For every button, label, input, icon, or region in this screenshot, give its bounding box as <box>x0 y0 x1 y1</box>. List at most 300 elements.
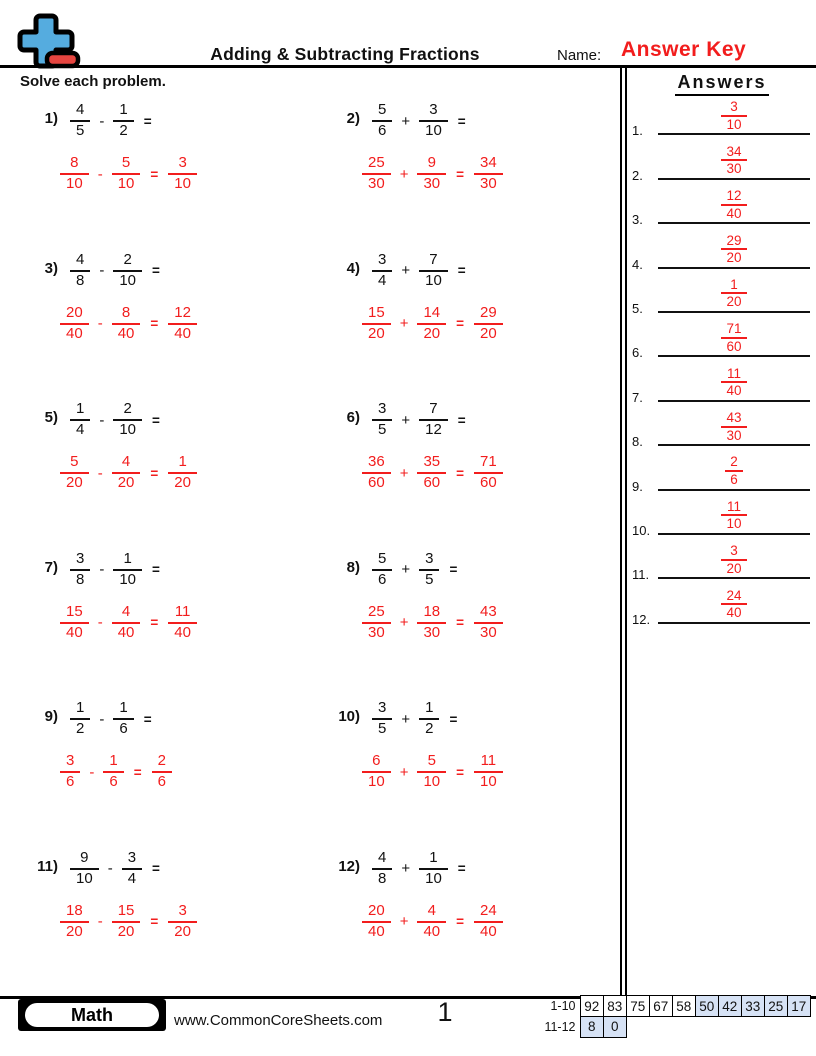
numerator: 7 <box>429 250 438 268</box>
numerator: 15 <box>66 602 83 620</box>
equals-sign: = <box>457 263 466 278</box>
solution-fraction-first <box>362 304 391 344</box>
operator-sign: + <box>401 710 411 728</box>
denominator: 6 <box>725 470 743 488</box>
equals-sign: = <box>456 166 465 182</box>
solution-result-fraction <box>168 603 197 643</box>
answer-row <box>630 278 814 322</box>
denominator: 40 <box>721 603 746 621</box>
answer-number: 6. <box>632 345 643 361</box>
numerator: 2 <box>157 752 166 770</box>
fraction <box>721 144 746 177</box>
solution-result-fraction <box>474 453 503 493</box>
problem-number: 9) <box>44 708 58 725</box>
equals-sign: = <box>456 764 465 780</box>
numerator: 3 <box>378 250 387 268</box>
numerator: 24 <box>726 587 742 603</box>
solution-fraction-first <box>362 154 391 194</box>
fraction-first <box>372 699 392 739</box>
denominator: 30 <box>474 622 503 643</box>
numerator: 4 <box>121 453 131 471</box>
equals-sign: = <box>449 711 458 727</box>
solution-fraction-first <box>60 304 89 344</box>
operator-sign: - <box>89 763 95 781</box>
answer-row <box>630 544 814 588</box>
numerator: 15 <box>368 303 385 321</box>
score-cell: 8 <box>580 1016 605 1038</box>
problem-number: 8) <box>346 558 360 576</box>
denominator: 20 <box>362 323 391 344</box>
solution-fraction-first <box>60 752 80 792</box>
answer-blank-line <box>658 133 810 135</box>
problem <box>326 248 616 398</box>
problem-equation <box>24 397 326 443</box>
answer-row <box>630 189 814 233</box>
equals-sign: = <box>143 113 152 129</box>
answer-blank-line <box>658 622 810 624</box>
problem-equation <box>24 547 326 593</box>
numerator: 29 <box>726 232 742 248</box>
numerator: 1 <box>429 848 438 866</box>
solution-fraction-second <box>417 154 446 194</box>
answer-number: 10. <box>632 522 651 538</box>
solution-fraction-second <box>112 902 141 942</box>
equals-sign: = <box>150 166 159 182</box>
solution-fraction-first <box>60 902 89 942</box>
answer-number: 12. <box>632 611 651 627</box>
fraction-first <box>372 550 392 590</box>
numerator: 3 <box>730 99 738 115</box>
answer-fraction <box>658 588 810 621</box>
solution-fraction-second <box>417 453 446 493</box>
answer-blank-line <box>658 533 810 535</box>
answer-row <box>630 100 814 144</box>
fraction-first <box>372 251 392 291</box>
answer-number: 4. <box>632 256 643 272</box>
equals-sign: = <box>449 562 458 577</box>
problem-number: 3) <box>44 259 58 277</box>
denominator: 6 <box>372 120 392 141</box>
operator-sign: - <box>99 710 105 728</box>
answer-blank-line <box>658 577 810 579</box>
operator-sign: - <box>97 165 103 183</box>
problem-equation <box>326 547 616 593</box>
problem <box>24 547 326 697</box>
equals-sign: = <box>457 861 466 876</box>
problem-equation <box>326 696 616 742</box>
fraction-second <box>113 101 133 141</box>
fraction <box>721 588 746 621</box>
operator-sign: - <box>97 464 103 482</box>
denominator: 10 <box>60 173 89 194</box>
solution-fraction-second <box>417 304 446 344</box>
denominator: 40 <box>112 622 141 643</box>
fraction <box>721 543 746 576</box>
equals-sign: = <box>133 764 142 780</box>
fraction-second <box>419 699 439 739</box>
answer-row <box>630 144 814 188</box>
numerator: 9 <box>427 154 436 172</box>
numerator: 25 <box>368 154 385 172</box>
denominator: 30 <box>417 173 446 194</box>
operator-sign: - <box>107 860 113 877</box>
denominator: 40 <box>417 921 446 942</box>
numerator: 24 <box>480 901 497 919</box>
numerator: 35 <box>423 453 441 471</box>
solution-fraction-second <box>417 902 446 942</box>
solution-fraction-first <box>60 154 89 194</box>
denominator: 2 <box>113 120 133 141</box>
equals-sign: = <box>152 412 160 428</box>
problem <box>326 98 616 248</box>
denominator: 10 <box>113 419 142 440</box>
operator-sign: + <box>401 112 411 130</box>
numerator: 1 <box>123 549 132 567</box>
denominator: 40 <box>474 921 503 942</box>
numerator: 29 <box>480 303 497 321</box>
fraction-first <box>372 849 392 889</box>
denominator: 5 <box>372 419 392 440</box>
operator-sign: + <box>399 913 409 930</box>
score-cells <box>580 995 812 1017</box>
denominator: 10 <box>113 569 142 590</box>
operator-sign: + <box>401 561 411 578</box>
numerator: 2 <box>730 454 738 470</box>
answer-row <box>630 322 814 366</box>
solution-result-fraction <box>168 154 197 194</box>
equals-sign: = <box>456 615 465 630</box>
equals-sign: = <box>150 914 159 929</box>
denominator: 20 <box>721 292 746 310</box>
equals-sign: = <box>150 316 159 331</box>
problem-number: 5) <box>44 409 58 426</box>
numerator: 5 <box>378 101 387 119</box>
problem-solution <box>24 450 326 496</box>
problem <box>24 397 326 547</box>
denominator: 10 <box>474 771 503 792</box>
answer-key-label: Answer Key <box>621 38 747 61</box>
denominator: 30 <box>721 426 746 444</box>
answer-row <box>630 455 814 499</box>
fraction <box>721 277 746 310</box>
score-row-2 <box>536 1016 628 1038</box>
numerator: 1 <box>119 101 128 119</box>
operator-sign: + <box>399 614 409 631</box>
fraction-first <box>372 400 392 440</box>
problem <box>326 846 616 996</box>
solution-fraction-first <box>362 603 391 643</box>
website-url: www.CommonCoreSheets.com <box>174 1012 383 1029</box>
numerator: 8 <box>70 154 79 172</box>
solution-fraction-first <box>362 453 391 493</box>
equals-sign: = <box>456 316 465 331</box>
numerator: 1 <box>76 400 85 418</box>
denominator: 30 <box>362 622 391 643</box>
problem-solution <box>24 301 326 347</box>
answer-fraction <box>658 188 810 221</box>
denominator: 20 <box>112 472 141 493</box>
numerator: 11 <box>480 752 497 770</box>
denominator: 2 <box>419 718 439 739</box>
denominator: 6 <box>372 569 392 590</box>
numerator: 43 <box>726 410 742 426</box>
fraction <box>721 410 746 443</box>
denominator: 6 <box>113 718 133 739</box>
numerator: 3 <box>178 154 187 172</box>
solution-fraction-first <box>362 902 391 942</box>
answer-blank-line <box>658 311 810 313</box>
name-label: Name: <box>557 47 602 64</box>
denominator: 40 <box>721 381 746 399</box>
operator-sign: + <box>399 464 409 482</box>
header-divider <box>0 65 816 68</box>
problem-equation <box>24 846 326 892</box>
score-table <box>536 995 812 1038</box>
denominator: 10 <box>113 270 142 291</box>
numerator: 36 <box>368 453 385 471</box>
plus-minus-icon <box>16 12 82 70</box>
solution-fraction-second <box>103 752 123 792</box>
numerator: 9 <box>80 848 89 866</box>
numerator: 1 <box>730 276 738 292</box>
fraction-first <box>372 101 392 141</box>
fraction <box>721 499 746 532</box>
numerator: 3 <box>429 101 438 119</box>
answer-number: 1. <box>632 123 643 139</box>
answer-blank-line <box>658 444 810 446</box>
numerator: 20 <box>368 901 385 919</box>
column-divider-line <box>620 66 622 996</box>
numerator: 5 <box>70 453 79 471</box>
column-divider-line <box>625 66 627 996</box>
problem-solution <box>326 899 616 945</box>
problem-number: 11) <box>37 857 58 875</box>
fraction-second <box>113 550 142 590</box>
score-cell: 42 <box>718 995 743 1017</box>
denominator: 8 <box>372 868 392 889</box>
denominator: 5 <box>419 569 439 590</box>
numerator: 11 <box>726 498 741 514</box>
answer-fraction <box>658 499 810 532</box>
fraction <box>725 454 743 487</box>
numerator: 1 <box>425 699 434 717</box>
numerator: 11 <box>726 365 741 381</box>
score-row-label: 11-12 <box>544 1019 576 1034</box>
problem-number: 7) <box>44 558 58 576</box>
problem-equation <box>326 397 616 443</box>
problem <box>24 248 326 398</box>
score-cell: 67 <box>649 995 674 1017</box>
operator-sign: + <box>401 860 411 877</box>
equals-sign: = <box>143 711 152 727</box>
denominator: 40 <box>168 622 197 643</box>
denominator: 10 <box>168 173 197 194</box>
operator-sign: - <box>97 614 103 631</box>
solution-result-fraction <box>168 453 197 493</box>
score-cell: 83 <box>603 995 628 1017</box>
numerator: 3 <box>378 400 387 418</box>
denominator: 20 <box>60 472 89 493</box>
fraction-first <box>70 550 90 590</box>
problem-solution <box>24 749 326 795</box>
equals-sign: = <box>457 412 466 428</box>
answer-row <box>630 588 814 632</box>
numerator: 3 <box>425 549 434 567</box>
problem-solution <box>326 600 616 646</box>
numerator: 71 <box>726 321 742 337</box>
answer-number: 11. <box>632 567 650 583</box>
numerator: 5 <box>427 752 436 770</box>
numerator: 25 <box>368 602 385 620</box>
numerator: 4 <box>378 848 387 866</box>
fraction <box>721 99 746 132</box>
numerator: 5 <box>378 549 387 567</box>
equals-sign: = <box>457 113 466 129</box>
answers-list <box>630 100 814 633</box>
denominator: 10 <box>721 115 746 133</box>
denominator: 30 <box>474 173 503 194</box>
answer-fraction <box>658 144 810 177</box>
fraction-first <box>70 849 99 889</box>
numerator: 2 <box>123 400 132 418</box>
denominator: 6 <box>103 771 123 792</box>
numerator: 14 <box>423 303 441 321</box>
solution-result-fraction <box>474 154 503 194</box>
denominator: 20 <box>417 323 446 344</box>
page-title: Adding & Subtracting Fractions <box>210 44 480 64</box>
fraction <box>721 321 746 354</box>
answer-number: 3. <box>632 212 643 228</box>
score-cell: 50 <box>695 995 720 1017</box>
answer-row <box>630 500 814 544</box>
operator-sign: - <box>99 561 105 578</box>
answer-blank-line <box>658 178 810 180</box>
score-row-1 <box>536 995 812 1017</box>
problem-number: 2) <box>346 110 360 127</box>
answer-number: 5. <box>632 300 643 316</box>
numerator: 43 <box>480 602 497 620</box>
equals-sign: = <box>456 914 465 929</box>
answer-fraction <box>658 233 810 266</box>
numerator: 8 <box>121 303 131 321</box>
numerator: 4 <box>427 901 436 919</box>
answer-fraction <box>658 321 810 354</box>
numerator: 18 <box>66 901 83 919</box>
problem-number: 10) <box>338 708 360 725</box>
math-badge <box>18 999 166 1031</box>
numerator: 3 <box>127 848 137 866</box>
fraction-second <box>113 251 142 291</box>
answers-heading <box>630 72 814 96</box>
operator-sign: - <box>99 262 105 279</box>
score-row-label: 1-10 <box>550 999 576 1013</box>
numerator: 3 <box>66 752 75 770</box>
answer-blank-line <box>658 267 810 269</box>
numerator: 3 <box>178 901 187 919</box>
denominator: 4 <box>122 868 142 889</box>
numerator: 5 <box>121 154 131 172</box>
numerator: 12 <box>174 303 191 321</box>
denominator: 6 <box>152 771 172 792</box>
answers-heading-text: Answers <box>675 72 768 96</box>
numerator: 4 <box>121 602 131 620</box>
numerator: 11 <box>174 602 191 620</box>
denominator: 10 <box>70 868 99 889</box>
problems-grid <box>24 98 616 995</box>
denominator: 10 <box>419 120 448 141</box>
denominator: 20 <box>721 248 746 266</box>
answer-blank-line <box>658 489 810 491</box>
solution-result-fraction <box>168 902 197 942</box>
solution-result-fraction <box>474 902 503 942</box>
denominator: 8 <box>70 569 90 590</box>
denominator: 60 <box>417 472 446 493</box>
numerator: 1 <box>76 699 85 717</box>
numerator: 3 <box>730 543 738 559</box>
denominator: 30 <box>362 173 391 194</box>
numerator: 3 <box>76 549 85 567</box>
denominator: 10 <box>419 868 448 889</box>
problem-equation <box>24 98 326 144</box>
operator-sign: + <box>399 165 409 183</box>
numerator: 20 <box>66 303 83 321</box>
denominator: 5 <box>372 718 392 739</box>
solution-fraction-second <box>112 304 141 344</box>
fraction-second <box>113 400 142 440</box>
denominator: 30 <box>721 159 746 177</box>
problem-solution <box>326 151 616 197</box>
numerator: 34 <box>726 143 742 159</box>
solution-result-fraction <box>152 752 172 792</box>
problem-number: 12) <box>338 857 360 875</box>
numerator: 2 <box>123 250 132 268</box>
denominator: 10 <box>417 771 446 792</box>
problem <box>326 397 616 547</box>
denominator: 10 <box>362 771 391 792</box>
numerator: 34 <box>480 154 497 172</box>
equals-sign: = <box>150 465 159 481</box>
equals-sign: = <box>150 615 159 630</box>
answer-number: 2. <box>632 167 643 183</box>
operator-sign: - <box>97 913 103 930</box>
numerator: 18 <box>423 602 441 620</box>
problem-equation <box>24 696 326 742</box>
answer-fraction <box>658 366 810 399</box>
solution-fraction-first <box>60 453 89 493</box>
denominator: 2 <box>70 718 90 739</box>
operator-sign: + <box>401 411 411 429</box>
fraction-first <box>70 251 90 291</box>
equals-sign: = <box>152 263 160 278</box>
equals-sign: = <box>152 562 160 577</box>
numerator: 4 <box>76 101 85 119</box>
solution-fraction-first <box>362 752 391 792</box>
solution-fraction-first <box>60 603 89 643</box>
score-cell: 0 <box>603 1016 628 1038</box>
answer-blank-line <box>658 355 810 357</box>
instructions-text: Solve each problem. <box>20 73 166 90</box>
problem-equation <box>326 846 616 892</box>
problem-number: 1) <box>44 110 58 127</box>
denominator: 40 <box>60 323 89 344</box>
problem-equation <box>24 248 326 294</box>
solution-result-fraction <box>474 304 503 344</box>
denominator: 30 <box>417 622 446 643</box>
solution-fraction-second <box>112 154 141 194</box>
answer-number: 7. <box>632 389 643 405</box>
problem-solution <box>24 899 326 945</box>
problem <box>326 547 616 697</box>
